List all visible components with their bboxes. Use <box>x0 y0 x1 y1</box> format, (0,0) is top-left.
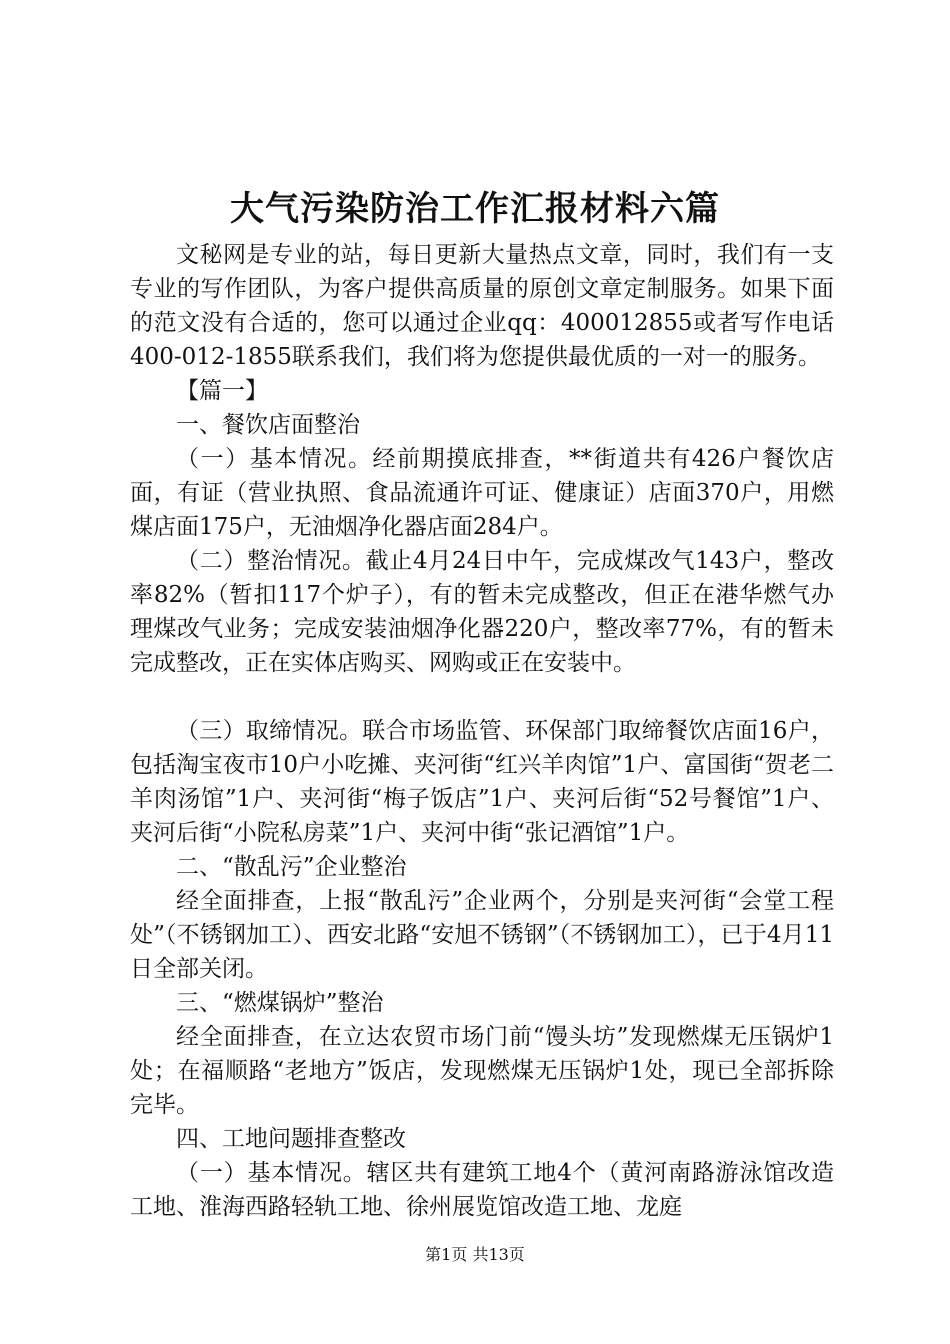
paragraph-construction: （一）基本情况。辖区共有建筑工地4个（黄河南路游泳馆改造工地、淮海西路轻轨工地、徐州展览馆改造工地、龙庭 <box>130 1160 834 1220</box>
heading-construction: 四、工地问题排查整改 <box>176 1126 406 1152</box>
paragraph-banning: （三）取缔情况。联合市场监管、环保部门取缔餐饮店面16户，包括淘宝夜市10户小吃摊、夹河街“红兴羊肉馆”1户、富国街“贺老二羊肉汤馆”1户、夹河街“梅子饭店”1户、夹河后街“52号餐馆”1户、夹河后街“小院私房菜”1户、夹河中街“张记酒馆”1户。 <box>130 718 834 846</box>
page-footer: 第1页 共13页 <box>425 1245 525 1264</box>
paragraph-basic-situation: （一）基本情况。经前期摸底排查，**街道共有426户餐饮店面，有证（营业执照、食品流通许可证、健康证）店面370户，用燃煤店面175户，无油烟净化器店面284户。 <box>130 446 834 540</box>
heading-enterprise: 二、“散乱污”企业整治 <box>176 854 407 880</box>
section-marker: 【篇一】 <box>176 378 268 404</box>
paragraph-rectification: （二）整治情况。截止4月24日中午，完成煤改气143户，整改率82%（暂扣117个炉子），有的暂未完成整改，但正在港华燃气办理煤改气业务；完成安装油烟净化器220户，整改率77%，有的暂未完成整改，正在实体店购买、网购或正在安装中。 <box>130 548 834 676</box>
heading-catering: 一、餐饮店面整治 <box>176 412 360 438</box>
document-body <box>130 238 834 1224</box>
intro-paragraph: 文秘网是专业的站，每日更新大量热点文章，同时，我们有一支专业的写作团队，为客户提供高质量的原创文章定制服务。如果下面的范文没有合适的，您可以通过企业qq：400012855或者写作电话400-012-1855联系我们，我们将为您提供最优质的一对一的服务。 <box>130 242 834 370</box>
paragraph-boiler: 经全面排查，在立达农贸市场门前“馒头坊”发现燃煤无压锅炉1处；在福顺路“老地方”饭店，发现燃煤无压锅炉1处，现已全部拆除完毕。 <box>130 1024 834 1118</box>
document-title: 大气污染防治工作汇报材料六篇 <box>230 189 720 229</box>
heading-boiler: 三、“燃煤锅炉”整治 <box>176 990 384 1016</box>
paragraph-enterprise: 经全面排查，上报“散乱污”企业两个，分别是夹河街“会堂工程处”（不锈钢加工）、西安北路“安旭不锈钢”（不锈钢加工），已于4月11日全部关闭。 <box>130 888 834 982</box>
